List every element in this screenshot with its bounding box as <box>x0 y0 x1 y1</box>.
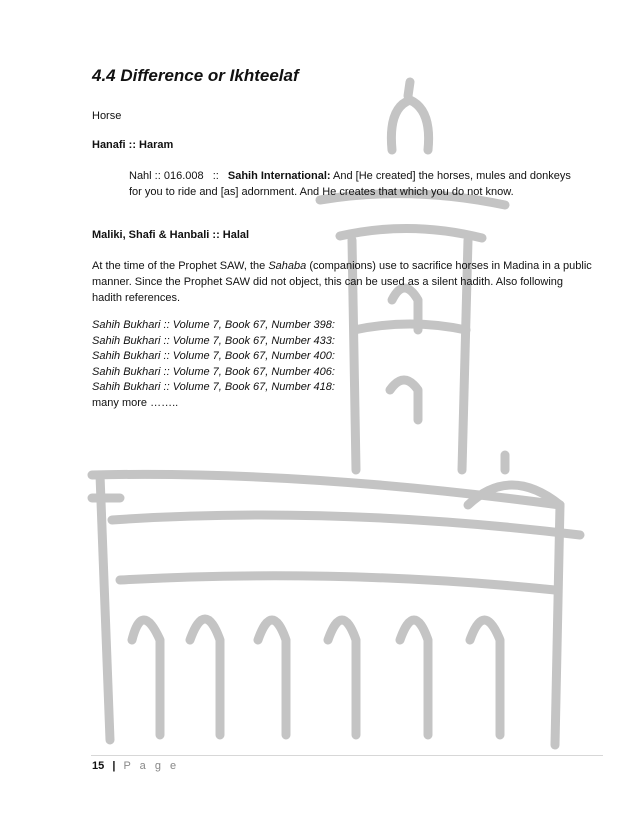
footer-divider <box>91 755 603 756</box>
hadith-reference: Sahih Bukhari :: Volume 7, Book 67, Number 398: <box>92 319 335 331</box>
paragraph-line-2: manner. Since the Prophet SAW did not object, this can be used as a silent hadith. Also following <box>92 276 564 288</box>
section-heading: 4.4 Difference or Ikhteelaf <box>92 66 299 85</box>
more-references: many more …….. <box>92 397 179 409</box>
para-text: At the time of the Prophet SAW, the <box>92 260 266 272</box>
page-number: 15 <box>92 760 105 772</box>
hadith-reference: Sahih Bukhari :: Volume 7, Book 67, Number 418: <box>92 381 335 393</box>
page-footer <box>92 760 179 772</box>
footer-separator: | <box>112 760 116 772</box>
quote-line-2: for you to ride and [as] adornment. And He creates that which you do not know. <box>129 186 514 198</box>
hadith-reference: Sahih Bukhari :: Volume 7, Book 67, Number 433: <box>92 335 335 347</box>
ref-separator: :: <box>212 170 219 182</box>
hanafi-label: Hanafi :: Haram <box>92 139 174 151</box>
page-word: P a g e <box>123 760 180 772</box>
quote-line-1: And [He created] the horses, mules and donkeys <box>333 170 571 182</box>
paragraph-line-1 <box>92 258 592 274</box>
maliki-label: Maliki, Shafi & Hanbali :: Halal <box>92 229 250 241</box>
translation-source: Sahih International: <box>227 170 331 182</box>
quran-ref: Nahl :: 016.008 <box>129 170 204 182</box>
quran-reference-line <box>129 168 571 184</box>
sahaba-term: Sahaba <box>268 260 307 272</box>
paragraph-line-3: hadith references. <box>92 292 181 304</box>
hadith-reference: Sahih Bukhari :: Volume 7, Book 67, Number 406: <box>92 366 335 378</box>
subject-label: Horse <box>92 110 122 122</box>
para-text: (companions) use to sacrifice horses in Madina in a public <box>309 260 592 272</box>
hadith-reference: Sahih Bukhari :: Volume 7, Book 67, Number 400: <box>92 350 335 362</box>
